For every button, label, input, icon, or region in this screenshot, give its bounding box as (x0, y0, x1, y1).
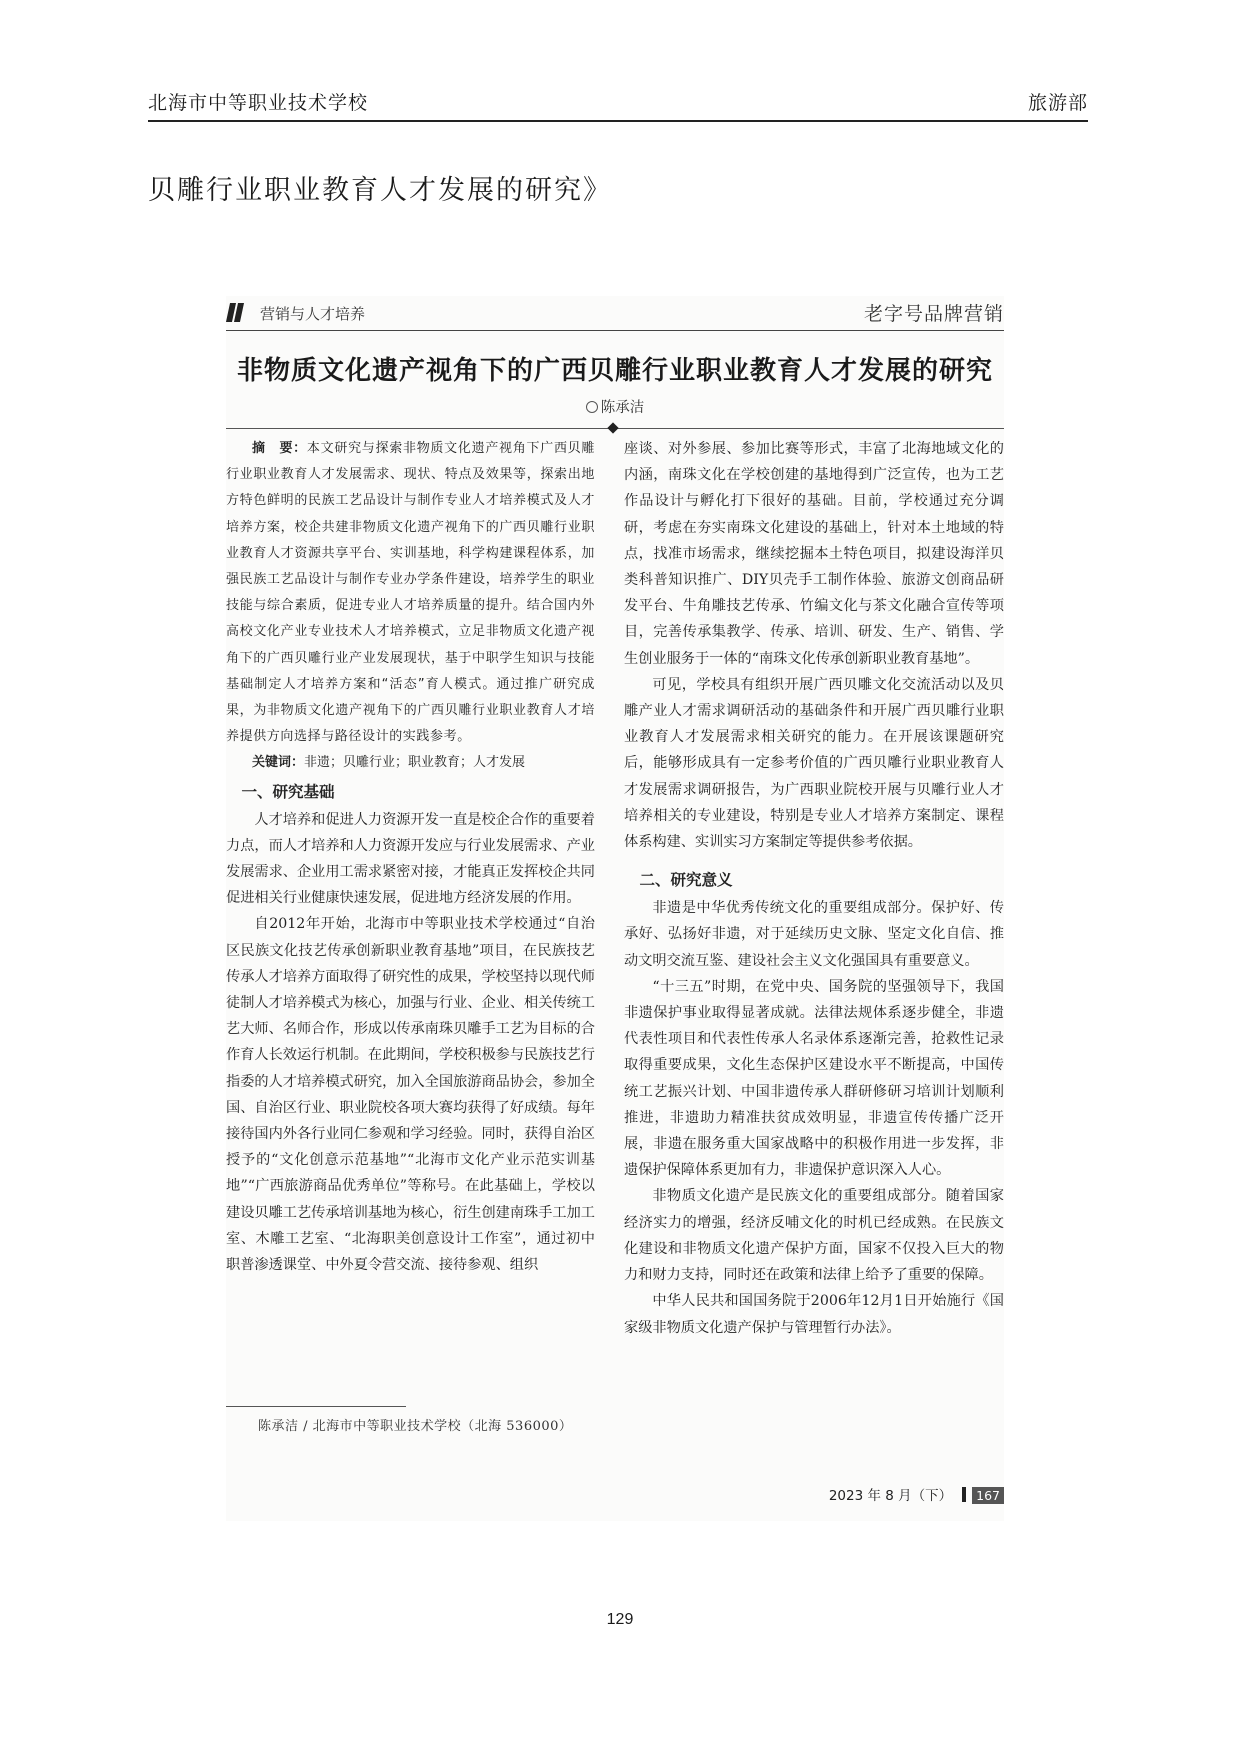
paragraph-continued: 座谈、对外参展、参加比赛等形式，丰富了北海地域文化的内涵，南珠文化在学校创建的基地得到广泛宣传，也为工艺作品设计与孵化打下很好的基础。目前，学校通过充分调研，考虑在夯实南珠文化建设的基础上，针对本土地域的特点，找准市场需求，继续挖掘本土特色项目，拟建设海洋贝类科普知识推广、DIY贝壳手工制作体验、旅游文创商品研发平台、牛角雕技艺传承、竹编文化与茶文化融合宣传等项目，完善传承集教学、传承、培训、研发、生产、销售、学生创业服务于一体的“南珠文化传承创新职业教育基地”。 (624, 441, 1004, 667)
document-title: 贝雕行业职业教育人才发展的研究》 (148, 175, 612, 206)
footnote-divider (226, 1406, 406, 1407)
journal-page-number: 167 (972, 1487, 1004, 1504)
author-line (226, 396, 1004, 417)
section-heading-2: 二、研究意义 (639, 871, 733, 890)
left-column (226, 436, 595, 1278)
author-name: 陈承洁 (600, 400, 645, 416)
issue-date: 2023 年 8 月（下） (828, 1488, 953, 1504)
scanned-article (226, 296, 1004, 1521)
department-name: 旅游部 (1027, 92, 1088, 114)
paragraph: 人才培养和促进人力资源开发一直是校企合作的重要着力点，而人才培养和人力资源开发应与行业发展需求、产业发展需求、企业用工需求紧密对接，才能真正发挥校企共同促进相关行业健康快速发展，促进地方经济发展的作用。 (226, 811, 595, 907)
page-header (148, 84, 1088, 122)
issue-info (829, 1484, 1004, 1504)
journal-header (226, 296, 1004, 331)
column-tag: 营销与人才培养 (260, 305, 366, 323)
keywords-label: 关键词： (252, 755, 305, 771)
page-number: 129 (606, 1611, 634, 1628)
abstract-label: 摘 要： (252, 441, 307, 456)
paragraph: 非遗是中华优秀传统文化的重要组成部分。保护好、传承好、弘扬好非遗，对于延续历史文脉、坚定文化自信、推动文明交流互鉴、建设社会主义文化强国具有重要意义。 (624, 900, 1004, 969)
article-title: 非物质文化遗产视角下的广西贝雕行业职业教育人才发展的研究 (236, 356, 993, 386)
abstract-text: 本文研究与探索非物质文化遗产视角下广西贝雕行业职业教育人才发展需求、现状、特点及效果等，探索出地方特色鲜明的民族工艺品设计与制作专业人才培养模式及人才培养方案，校企共建非物质文化遗产视角下的广西贝雕行业职业教育人才资源共享平台、实训基地，科学构建课程体系，加强民族工艺品设计与制作专业办学条件建设，培养学生的职业技能与综合素质，促进专业人才培养质量的提升。结合国内外高校文化产业专业技术人才培养模式，立足非物质文化遗产视角下的广西贝雕行业产业发展现状，基于中职学生知识与技能基础制定人才培养方案和“活态”育人模式。通过推广研究成果，为非物质文化遗产视角下的广西贝雕行业职业教育人才培养提供方向选择与路径设计的实践参考。 (226, 441, 595, 745)
issue-bar-icon (962, 1487, 966, 1502)
right-column (624, 436, 1004, 1341)
author-footnote: 陈承洁 / 北海市中等职业技术学校（北海 536000） (258, 1419, 573, 1434)
school-name: 北海市中等职业技术学校 (148, 92, 369, 114)
keywords-text: 非遗；贝雕行业；职业教育；人才发展 (304, 755, 526, 771)
author-circle-icon (586, 401, 598, 413)
paragraph: 中华人民共和国国务院于2006年12月1日开始施行《国家级非物质文化遗产保护与管理暂行办法》。 (624, 1293, 1004, 1336)
paragraph: 可见，学校具有组织开展广西贝雕文化交流活动以及贝雕产业人才需求调研活动的基础条件和开展广西贝雕行业职业教育人才发展需求相关研究的能力。在开展该课题研究后，能够形成具有一定参考价值的广西贝雕行业职业教育人才发展需求调研报告，为广西职业院校开展与贝雕行业人才培养相关的专业建设，特别是专业人才培养方案制定、课程体系构建、实训实习方案制定等提供参考依据。 (624, 676, 1004, 851)
diamond-icon (607, 422, 618, 433)
section-heading-1: 一、研究基础 (241, 782, 335, 801)
column-bars-icon (228, 303, 258, 323)
keywords (226, 750, 595, 776)
paragraph: 自2012年开始，北海市中等职业技术学校通过“自治区民族文化技艺传承创新职业教育基地”项目，在民族技艺传承人才培养方面取得了研究性的成果，学校坚持以现代师徒制人才培养模式为核心，加强与行业、企业、相关传统工艺大师、名师合作，形成以传承南珠贝雕手工艺为目标的合作育人长效运行机制。在此期间，学校积极参与民族技艺行指委的人才培养模式研究，加入全国旅游商品协会，参加全国、自治区行业、职业院校各项大赛均获得了好成绩。每年接待国内外各行业同仁参观和学习经验。同时，获得自治区授予的“文化创意示范基地”“北海市文化产业示范实训基地”“广西旅游商品优秀单位”等称号。在此基础上，学校以建设贝雕工艺传承培训基地为核心，衍生创建南珠手工加工室、木雕工艺室、“北海职美创意设计工作室”，通过初中职普渗透课堂、中外夏令营交流、接待参观、组织 (226, 916, 595, 1274)
section-tag: 老字号品牌营销 (863, 303, 1004, 325)
paragraph: 非物质文化遗产是民族文化的重要组成部分。随着国家经济实力的增强，经济反哺文化的时机已经成熟。在民族文化建设和非物质文化遗产保护方面，国家不仅投入巨大的物力和财力支持，同时还在政策和法律上给予了重要的保障。 (624, 1188, 1004, 1284)
abstract (226, 436, 595, 750)
paragraph: “十三五”时期，在党中央、国务院的坚强领导下，我国非遗保护事业取得显著成就。法律法规体系逐步健全，非遗代表性项目和代表性传承人名录体系逐渐完善，抢救性记录取得重要成果，文化生态保护区建设水平不断提高，中国传统工艺振兴计划、中国非遗传承人群研修研习培训计划顺利推进，非遗助力精准扶贫成效明显，非遗宣传传播广泛开展，非遗在服务重大国家战略中的积极作用进一步发挥，非遗保护保障体系更加有力，非遗保护意识深入人心。 (624, 978, 1004, 1179)
